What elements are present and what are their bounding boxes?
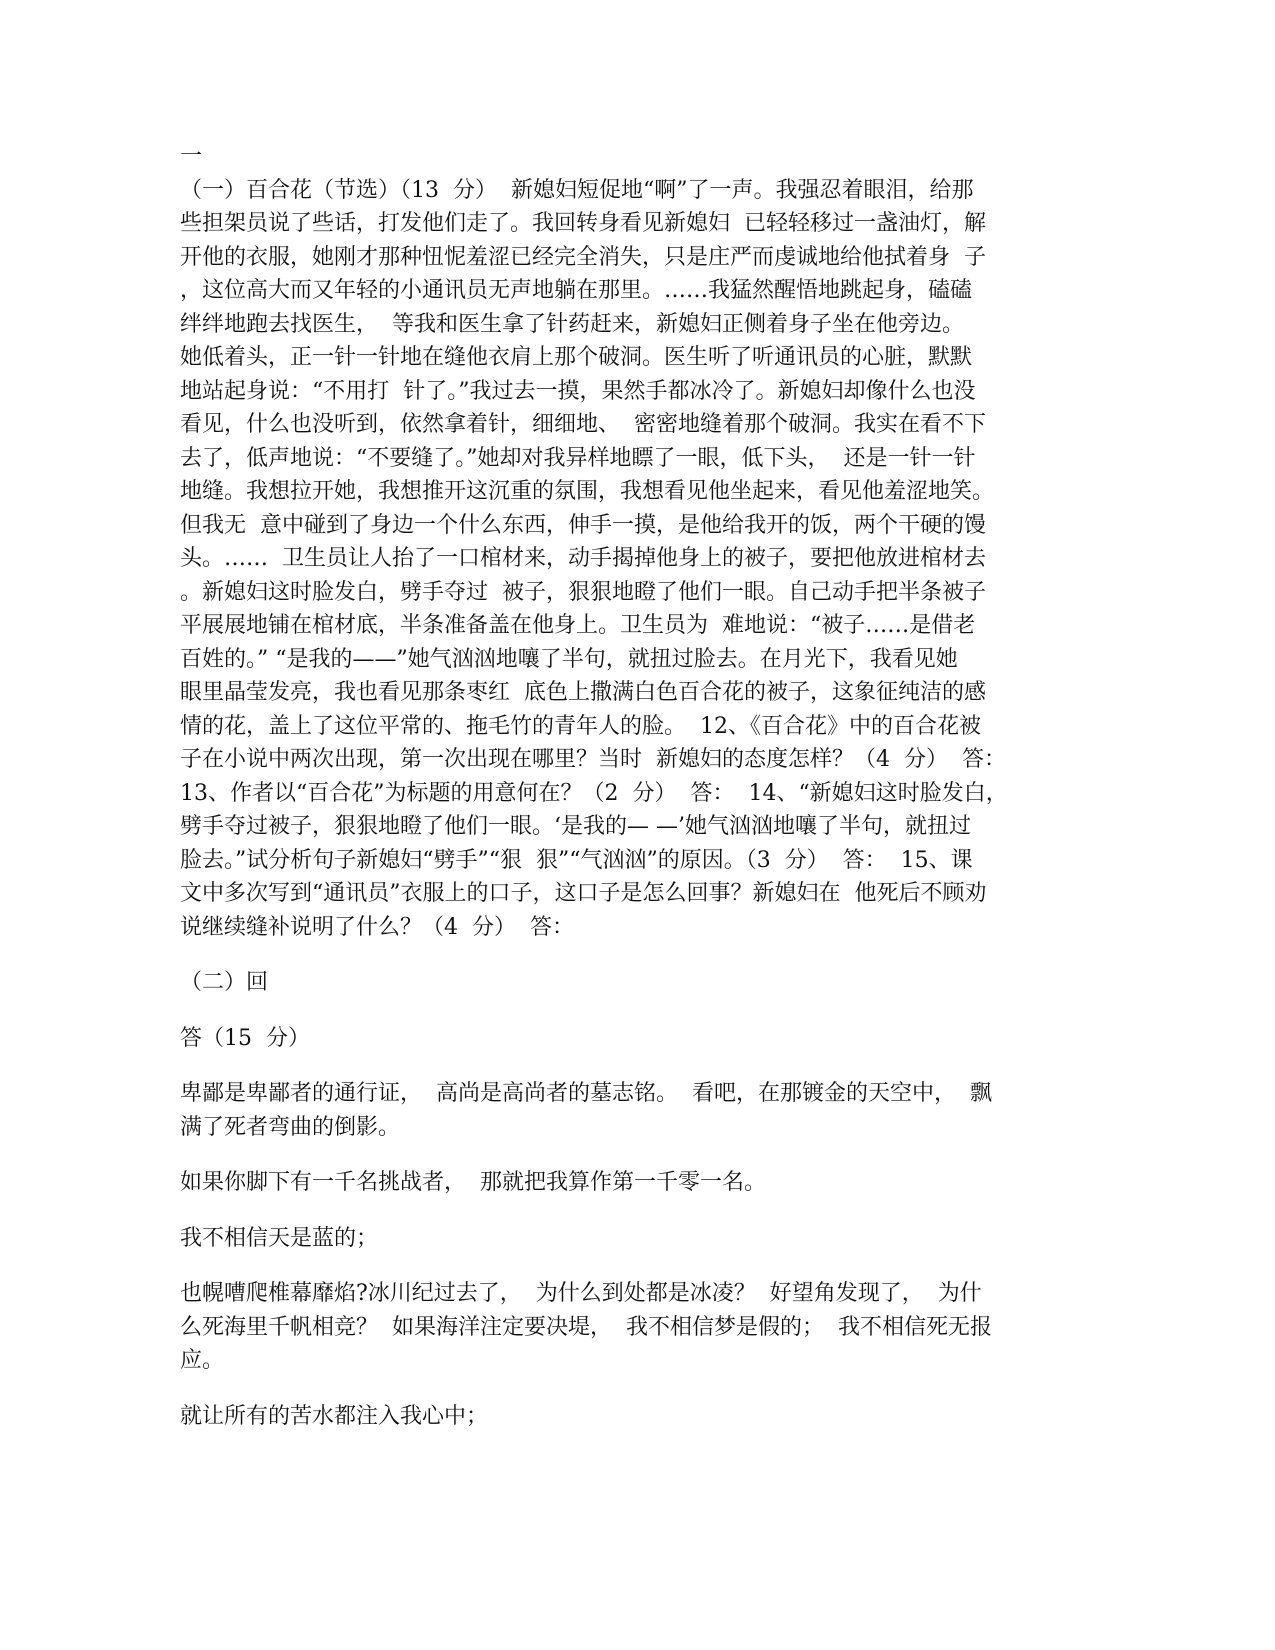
text-line: 满了死者弯曲的倒影。 <box>180 1114 401 1140</box>
text-line: 13、作者以“百合花”为标题的用意何在？（2 分） 答： 14、“新媳妇这时脸发白， <box>180 780 1008 806</box>
text-line: 她低着头，正一针一针地在缝他衣肩上那个破洞。医生听了听通讯员的心脏，默默 <box>180 345 973 370</box>
poem-paragraph: 就让所有的苦水都注入我心中； <box>180 1403 489 1429</box>
text-line: 劈手夺过被子，狠狠地瞪了他们一眼。‘是我的— —’她气汹汹地嚷了半句，就扭过 <box>180 814 971 839</box>
text-line: 应。 <box>180 1348 225 1373</box>
poem-paragraph: 我不相信天是蓝的； <box>180 1225 379 1251</box>
text-line: 子在小说中两次出现，第一次出现在哪里？当时 新媳妇的态度怎样？（4 分） 答： <box>180 747 1006 772</box>
poem-paragraph: 如果你脚下有一千名挑战者， 那就把我算作第一千零一名。 <box>180 1170 766 1195</box>
text-line: 绊绊地跑去找医生， 等我和医生拿了针药赶来，新媳妇正侧着身子坐在他旁边。 <box>180 311 964 337</box>
document-page <box>180 140 1050 1433</box>
poem-paragraph <box>180 1077 1050 1144</box>
text-line: 地站起身说：“不用打 针了。”我过去一摸，果然手都冰冷了。新媳妇却像什么也没 <box>180 378 976 404</box>
text-line: 百姓的。” “是我的——”她气汹汹地嚷了半句，就扭过脸去。在月光下，我看见她 <box>180 646 958 672</box>
text-line: 。新媳妇这时脸发白，劈手夺过 被子，狠狠地瞪了他们一眼。自己动手把半条被子 <box>180 579 986 605</box>
text-line: 说继续缝补说明了什么？（4 分） 答： <box>180 914 574 940</box>
text-line: 平展展地铺在棺材底，半条准备盖在他身上。卫生员为 难地说：“被子……是借老 <box>180 613 976 638</box>
text-line: 看见，什么也没听到，依然拿着针，细细地、 密密地缝着那个破洞。我实在看不下 <box>180 412 986 437</box>
text-line: 些担架员说了些话，打发他们走了。我回转身看见新媳妇 已轻轻移过一盏油灯，解 <box>180 211 986 236</box>
section2-score: 答（15 分） <box>180 1025 310 1051</box>
text-line: 但我无 意中碰到了身边一个什么东西，伸手一摸，是他给我开的饭，两个干硬的馒 <box>180 512 986 538</box>
section1-passage <box>180 174 1050 945</box>
header-mark: 一 <box>180 144 203 169</box>
text-line: 也幌嘈爬椎幕靡焰?冰川纪过去了， 为什么到处都是冰凌？ 好望角发现了， 为什 <box>180 1281 982 1306</box>
text-line: 开他的衣服，她刚才那种忸怩羞涩已经完全消失，只是庄严而虔诚地给他拭着身 子 <box>180 244 986 270</box>
text-line: 么死海里千帆相竞？ 如果海洋注定要决堤， 我不相信梦是假的； 我不相信死无报 <box>180 1314 992 1340</box>
text-line: 情的花，盖上了这位平常的、拖毛竹的青年人的脸。 12、《百合花》中的百合花被 <box>180 713 981 739</box>
text-line: 眼里晶莹发亮，我也看见那条枣红 底色上撒满白色百合花的被子，这象征纯洁的感 <box>180 680 986 705</box>
text-line: 地缝。我想拉开她，我想推开这沉重的氛围，我想看见他坐起来，看见他羞涩地笑。 <box>180 479 995 504</box>
text-line: 文中多次写到“通讯员”衣服上的口子，这口子是怎么回事？新媳妇在 他死后不顾劝 <box>180 881 987 906</box>
text-line: 头。…… 卫生员让人抬了一口棺材来，动手揭掉他身上的被子，要把他放进棺材去 <box>180 546 986 571</box>
text-line: （一）百合花（节选）（13 分） 新媳妇短促地“啊”了一声。我强忍着眼泪，给那 <box>180 177 974 203</box>
text-line: 卑鄙是卑鄙者的通行证， 高尚是高尚者的墓志铭。 看吧，在那镀金的天空中， 飘 <box>180 1081 992 1106</box>
text-line: 去了，低声地说：“不要缝了。”她却对我异样地瞟了一眼，低下头， 还是一针一针 <box>180 445 976 471</box>
section2-heading: （二）回 <box>180 970 269 995</box>
poem-paragraph <box>180 1277 1050 1378</box>
text-line: 脸去。”试分析句子新媳妇“劈手”“狠 狠”“气汹汹”的原因。（3 分） 答： 15、课 <box>180 847 973 873</box>
text-line: ，这位高大而又年轻的小通讯员无声地躺在那里。……我猛然醒悟地跳起身，磕磕 <box>180 278 973 303</box>
